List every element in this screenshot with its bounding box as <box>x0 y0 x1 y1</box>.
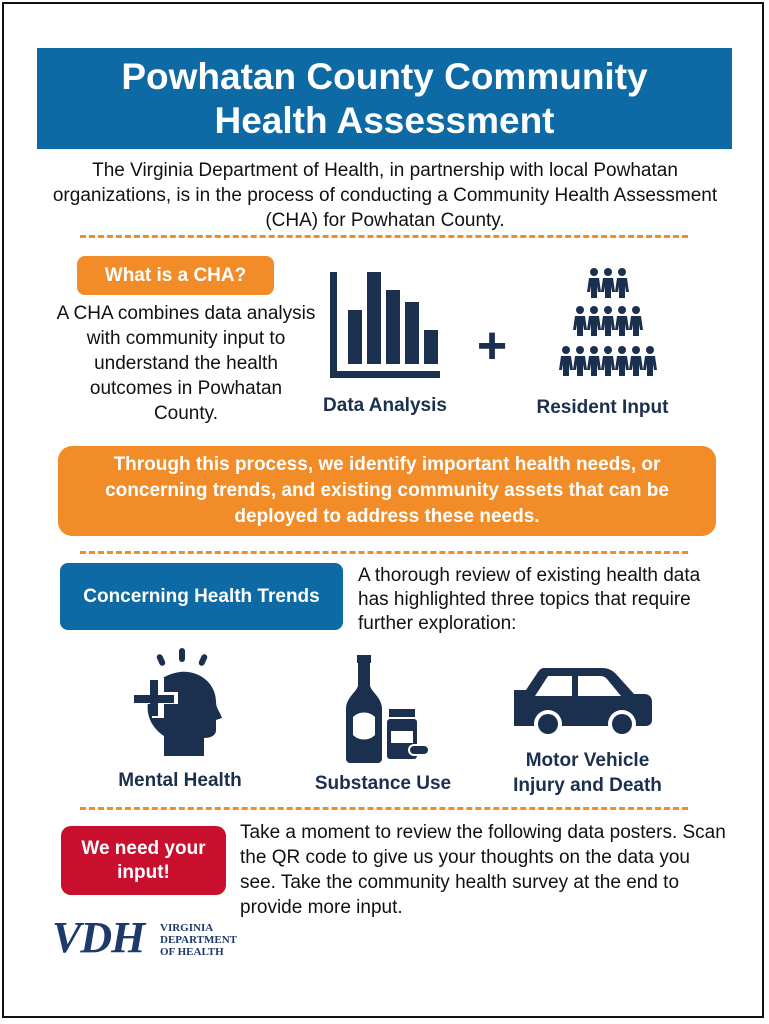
vdh-logo-line-1: VIRGINIA <box>160 922 214 934</box>
title-line-2: Health Assessment <box>214 99 555 141</box>
cha-heading: What is a CHA? <box>77 256 274 295</box>
motor-vehicle-label <box>495 748 680 798</box>
input-callout-line-1: We need your <box>81 837 206 859</box>
trends-description: A thorough review of existing health data has highlighted three topics that require further exploration: <box>358 565 701 634</box>
people-group-icon <box>556 268 662 384</box>
bar-chart-icon <box>330 272 442 382</box>
input-callout-line-2: input! <box>117 861 170 883</box>
intro-text: The Virginia Department of Health, in partnership with local Powhatan organizations, is in the process of conducting a Community Health Assessment (CHA) for Powhatan County. <box>52 160 718 231</box>
divider-1 <box>80 235 688 238</box>
cta-text: Take a moment to review the following data posters. Scan the QR code to give us your thoughts on the data you see. Take the community health survey at the end to provide more input. <box>240 822 726 918</box>
resident-input-label: Resident Input <box>536 397 669 418</box>
trends-heading: Concerning Health Trends <box>60 563 343 630</box>
cha-description: A CHA combines data analysis with community input to understand the health outcomes in Powhatan County. <box>56 303 316 424</box>
substance-use-label: Substance Use <box>314 773 452 794</box>
divider-3 <box>80 807 688 810</box>
page-title <box>37 48 732 149</box>
vdh-logo-mark: VDH <box>52 913 145 962</box>
vdh-logo-line-2: DEPARTMENT <box>160 934 238 946</box>
input-callout <box>61 826 226 895</box>
process-banner: Through this process, we identify important health needs, or concerning trends, and existing community assets that can be deployed to address these needs. <box>58 446 716 536</box>
divider-2 <box>80 551 688 554</box>
motor-vehicle-label-line-2: Injury and Death <box>513 775 662 796</box>
title-line-1: Powhatan County Community <box>121 55 648 97</box>
car-icon <box>514 664 654 740</box>
vdh-logo-line-3: OF HEALTH <box>160 946 224 958</box>
motor-vehicle-label-line-1: Motor Vehicle <box>525 750 650 771</box>
data-analysis-label: Data Analysis <box>323 395 447 416</box>
plus-icon: + <box>476 317 508 375</box>
vdh-logo-text <box>160 922 237 958</box>
mental-health-icon <box>130 648 226 758</box>
mental-health-label: Mental Health <box>118 770 242 791</box>
substance-use-icon <box>345 655 430 763</box>
